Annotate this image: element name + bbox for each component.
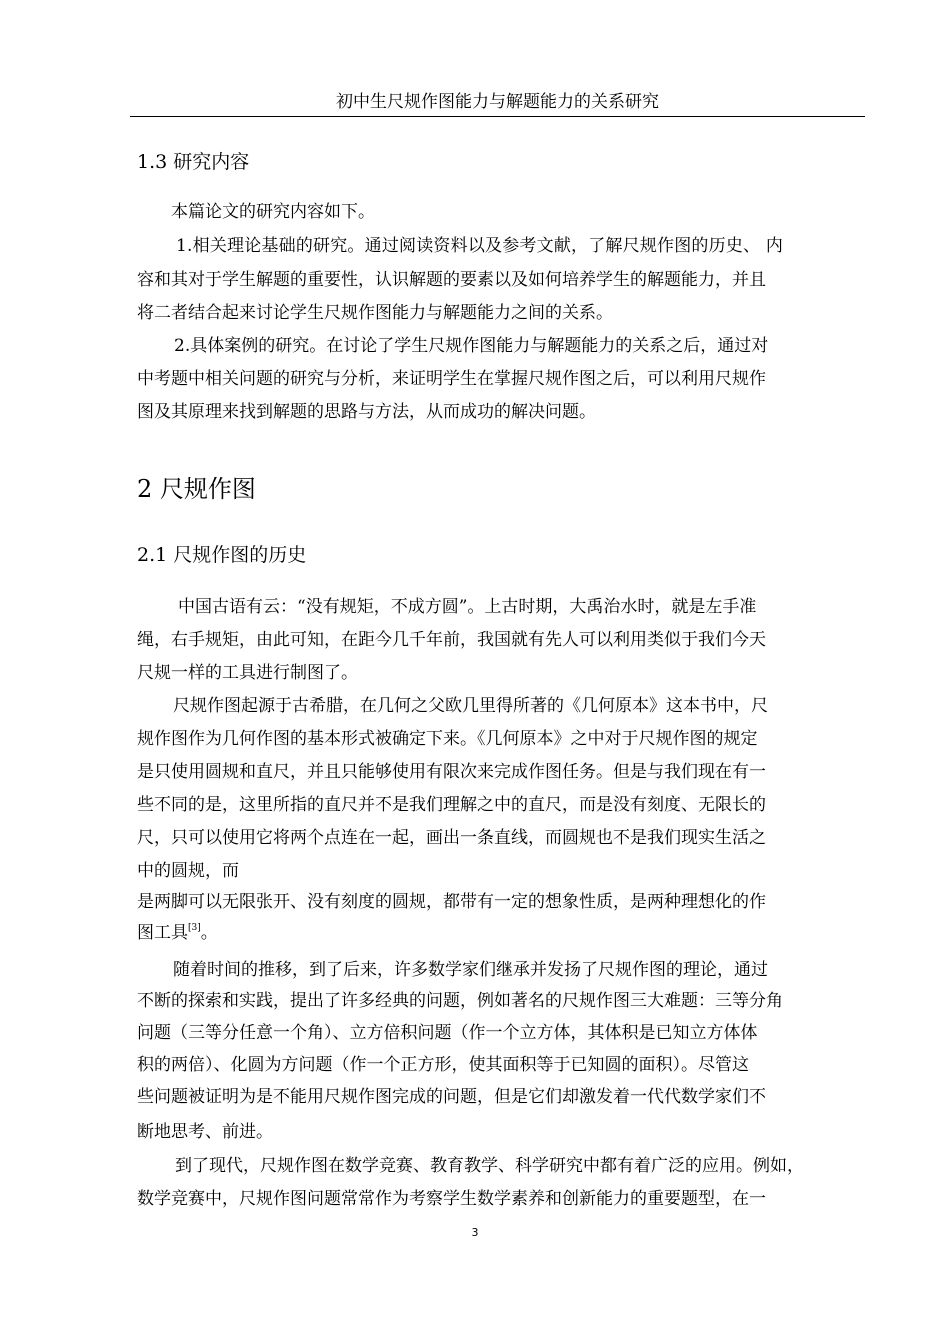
paragraph-line: 图及其原理来找到解题的思路与方法，从而成功的解决问题。: [137, 402, 596, 422]
paragraph-line: 尺规作图起源于古希腊，在几何之父欧几里得所著的《几何原本》这本书中，尺: [173, 696, 768, 716]
paragraph-line: 随着时间的推移，到了后来，许多数学家们继承并发扬了尺规作图的理论，通过: [173, 960, 768, 980]
paragraph-line-with-citation: [137, 922, 218, 944]
page-number: 3: [471, 1226, 479, 1239]
paragraph-line: 规作图作为几何作图的基本形式被确定下来。《几何原本》之中对于尺规作图的规定: [137, 729, 758, 749]
paragraph-line: 2.具体案例的研究。在讨论了学生尺规作图能力与解题能力的关系之后，通过对: [174, 336, 769, 356]
paragraph-line: 些问题被证明为是不能用尺规作图完成的问题，但是它们却激发着一代代数学家们不: [137, 1087, 766, 1107]
chapter-heading-2: 2 尺规作图: [137, 475, 256, 503]
section-heading-2-1: 2.1 尺规作图的历史: [137, 544, 307, 566]
paragraph-line: 积的两倍）、化圆为方问题（作一个正方形，使其面积等于已知圆的面积）。尽管这: [137, 1055, 749, 1075]
paragraph-line: 是只使用圆规和直尺，并且只能够使用有限次来完成作图任务。但是与我们现在有一: [137, 762, 766, 782]
paragraph-line: 些不同的是，这里所指的直尺并不是我们理解之中的直尺，而是没有刻度、无限长的: [137, 795, 766, 815]
paragraph-line: 1.相关理论基础的研究。通过阅读资料以及参考文献，了解尺规作图的历史、 内: [176, 236, 784, 256]
section-heading-1-3: 1.3 研究内容: [137, 151, 250, 173]
paragraph-line: 尺规一样的工具进行制图了。: [137, 663, 358, 683]
paragraph-line: 断地思考、前进。: [137, 1122, 273, 1142]
paragraph-line: 中的圆规，而: [137, 861, 239, 881]
paragraph-line: 是两脚可以无限张开、没有刻度的圆规，都带有一定的想象性质，是两种理想化的作: [137, 892, 766, 912]
paragraph-line: 绳，右手规矩，由此可知，在距今几千年前，我国就有先人可以利用类似于我们今天: [137, 630, 766, 650]
paragraph-line: 中国古语有云：“没有规矩，不成方圆”。上古时期，大禹治水时，就是左手准: [178, 597, 757, 617]
paragraph-line: 不断的探索和实践，提出了许多经典的问题，例如著名的尺规作图三大难题：三等分角: [137, 991, 783, 1011]
paragraph-text: 。: [200, 923, 218, 943]
running-header: 初中生尺规作图能力与解题能力的关系研究: [130, 88, 865, 117]
paragraph-line: 尺，只可以使用它将两个点连在一起，画出一条直线，而圆规也不是我们现实生活之: [137, 828, 766, 848]
paragraph-line: 问题（三等分任意一个角）、立方倍积问题（作一个立方体，其体积是已知立方体体: [137, 1023, 758, 1043]
paragraph-line: 容和其对于学生解题的重要性，认识解题的要素以及如何培养学生的解题能力，并且: [137, 270, 766, 290]
paragraph-text: 图工具: [137, 923, 188, 943]
paragraph-line: 本篇论文的研究内容如下。: [171, 202, 375, 222]
paragraph-line: 中考题中相关问题的研究与分析，来证明学生在掌握尺规作图之后，可以利用尺规作: [137, 369, 766, 389]
paragraph-line: 数学竞赛中，尺规作图问题常常作为考察学生数学素养和创新能力的重要题型，在一: [137, 1189, 766, 1209]
paragraph-line: 将二者结合起来讨论学生尺规作图能力与解题能力之间的关系。: [137, 303, 613, 323]
paragraph-line: 到了现代，尺规作图在数学竞赛、教育教学、科学研究中都有着广泛的应用。例如，: [175, 1156, 804, 1176]
citation-marker: [3]: [188, 923, 201, 933]
